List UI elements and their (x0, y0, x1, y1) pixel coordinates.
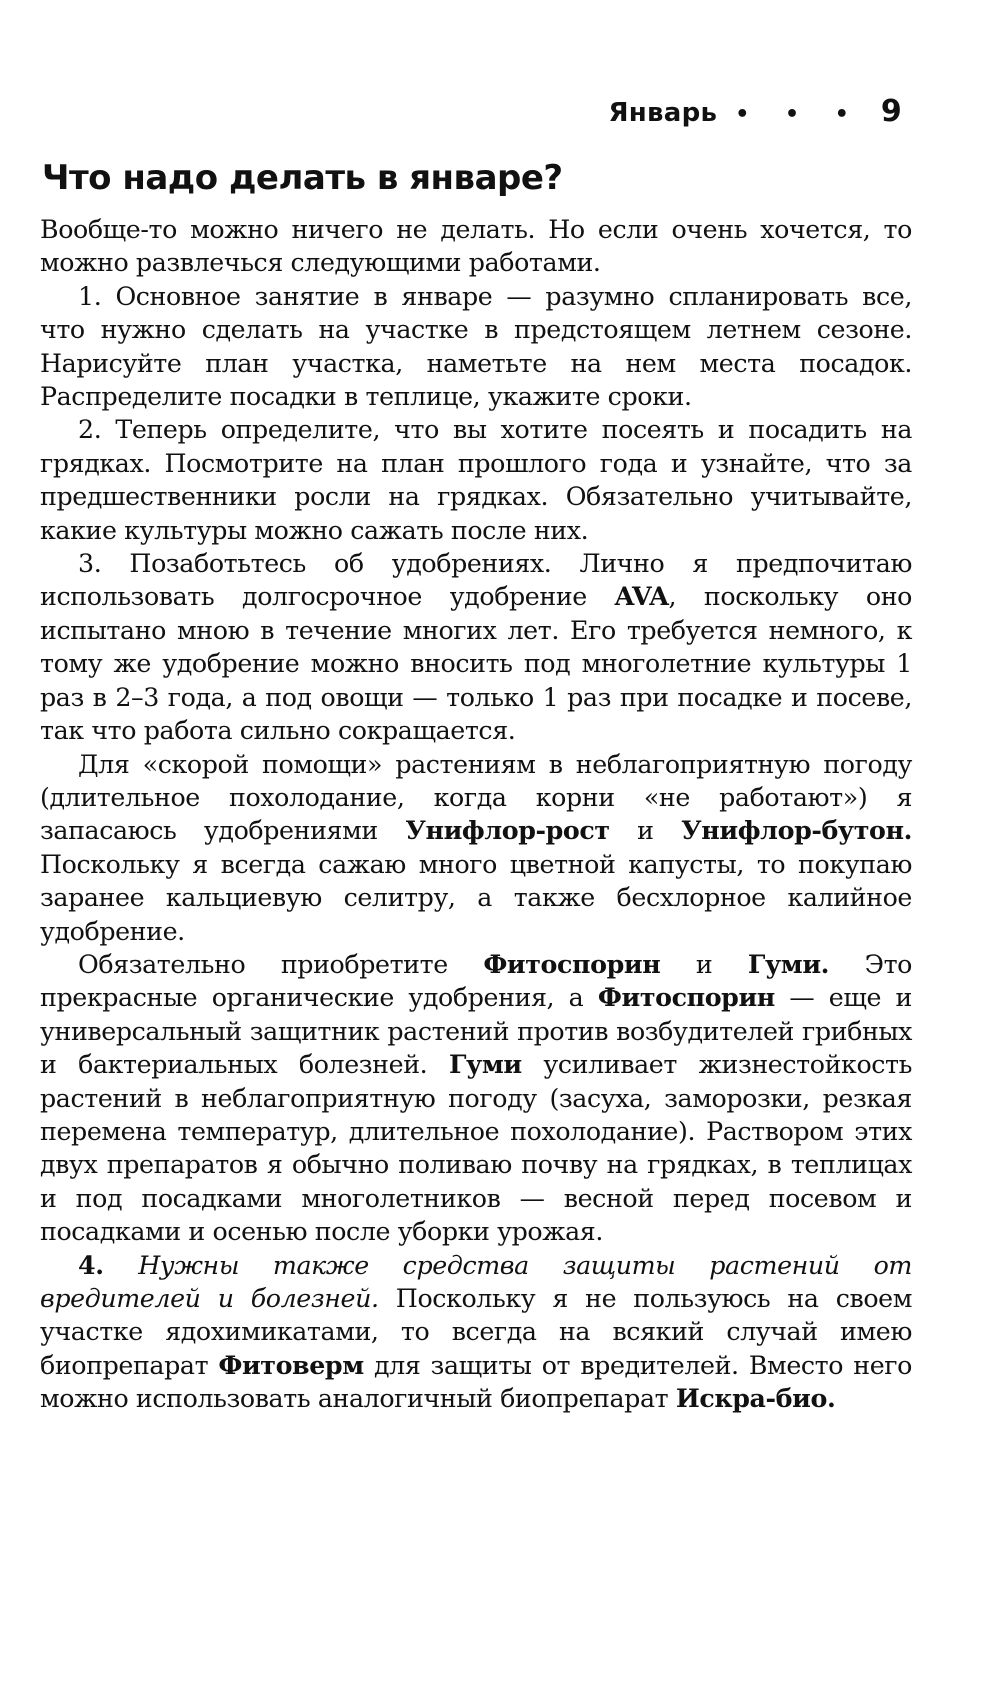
paragraph-fertilizers (40, 748, 912, 948)
paragraph-item-2: 2. Теперь определите, что вы хотите посеять и посадить на грядках. Посмотрите на план прошлого года и узнайте, что за предшественники росли на грядках. Обязательно учитывайте, какие культуры можно сажать после них. (40, 415, 912, 545)
paragraph-biopreparations (40, 948, 912, 1249)
text-run: Для «скорой помощи» растениям в неблагоприятную погоду (длительное похолодание, когда корни «не работают») я запасаюсь удобрениями (40, 749, 912, 846)
paragraph-intro: Вообще-то можно ничего не делать. Но если очень хочется, то можно развлечься следующими работами. (40, 215, 912, 278)
header-dots: • • • (735, 102, 863, 127)
product-ava: AVA (614, 581, 669, 612)
item-number: 4. (78, 1249, 139, 1280)
text-run: усиливает жизнестойкость растений в неблагоприятную погоду (засуха, заморозки, резкая перемена температур, длительное похолодание). Раствором этих двух препаратов я обычно поливаю почву на грядках, в теплицах и под посадками многолетников — весной перед посевом и посадками и осенью после уборки урожая. (40, 1050, 913, 1247)
text-run: Поскольку я не пользуюсь на своем участке ядохимикатами, то всегда на всякий случай имею биопрепарат (40, 1284, 912, 1380)
text-run: и (660, 949, 748, 979)
text-run: 3. Позаботьтесь об удобрениях. Лично я предпочитаю использовать долгосрочное удобрение (40, 549, 912, 612)
product-uniflor-rost: Унифлор-рост (405, 815, 610, 846)
paragraph-item-3 (40, 547, 912, 747)
text-run: , поскольку оно испытано мною в течение многих лет. Его требуется немного, к тому же удобрение можно вносить под многолетние культуры 1 раз в 2–3 года, а под овощи — только 1 раз при посадке и посеве, так что работа сильно сокращается. (40, 582, 912, 746)
product-gumi: Гуми (448, 1049, 522, 1080)
text-run: для защиты от вредителей. Вместо него можно использовать аналогичный биопрепарат (40, 1350, 912, 1414)
product-uniflor-buton: Унифлор-бутон. (681, 815, 912, 846)
text-run: Обязательно приобретите (78, 949, 484, 979)
text-run: Это прекрасные органические удобрения, а (40, 949, 912, 1013)
product-fitoverm: Фитоверм (218, 1349, 364, 1380)
running-header (608, 94, 902, 129)
product-gumi: Гуми. (747, 948, 830, 979)
page-title: Что надо делать в январе? (42, 158, 563, 198)
section-name: Январь (608, 98, 718, 128)
paragraph-item-4 (40, 1249, 912, 1416)
text-run: — еще и универсальный защитник растений против возбудителей грибных и бактериальных болезней. (40, 983, 913, 1080)
text-run: Поскольку я всегда сажаю много цветной капусты, то покупаю заранее кальциевую селитру, а также бесхлорное калийное удобрение. (40, 849, 912, 946)
paragraph-item-1: 1. Основное занятие в январе — разумно спланировать все, что нужно сделать на участке в предстоящем летнем сезоне. Нарисуйте план участка, наметьте на нем места посадок. Распределите посадки в теплице, укажите сроки. (40, 281, 912, 412)
italic-lead: Нужны также средства защиты растений от вредителей и болезней. (40, 1250, 913, 1313)
page-number: 9 (880, 94, 902, 129)
body-text (40, 213, 912, 1416)
product-fitosporin: Фитоспорин (597, 982, 775, 1013)
product-iskra-bio: Искра-био. (675, 1383, 836, 1414)
text-run: и (609, 816, 682, 846)
product-fitosporin: Фитоспорин (483, 948, 661, 979)
